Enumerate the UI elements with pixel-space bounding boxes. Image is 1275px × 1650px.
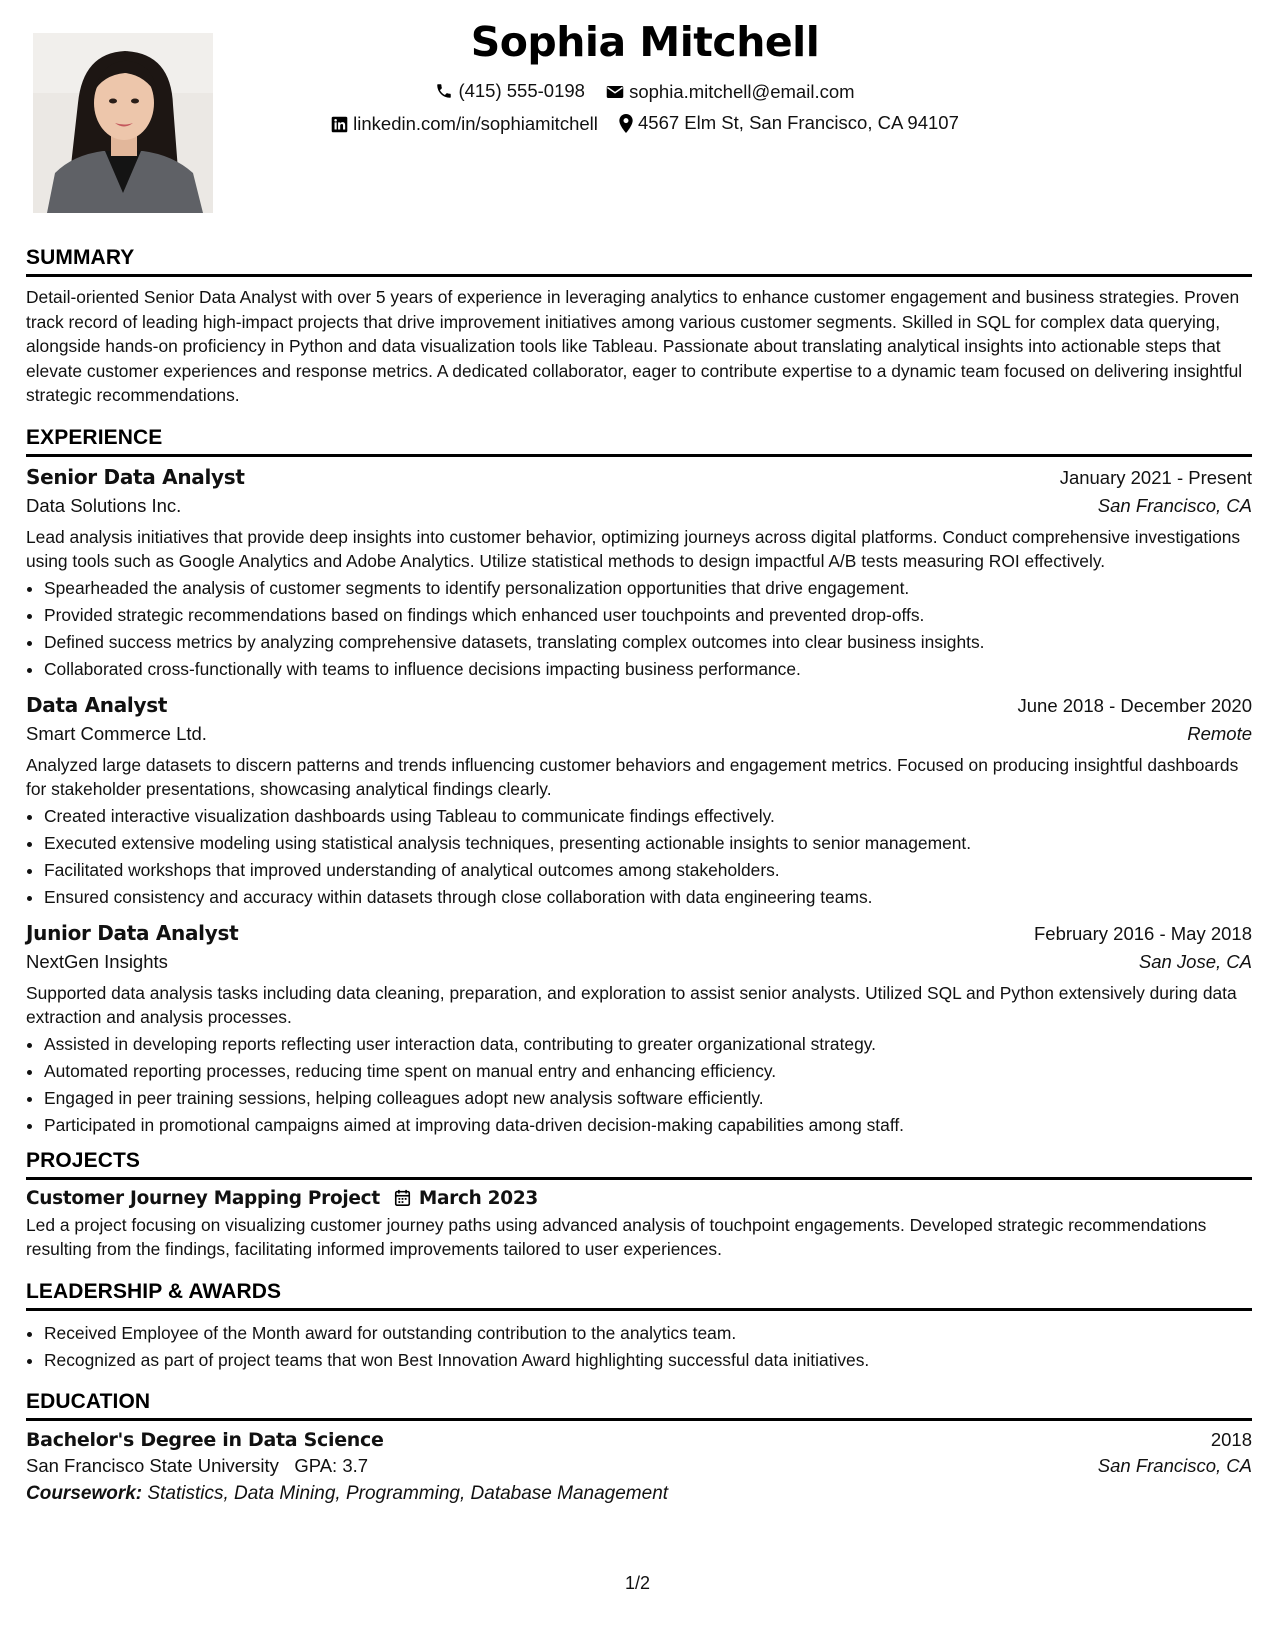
job-entry (26, 921, 1252, 1137)
leadership-bullet: • Received Employee of the Month award for outstanding contribution to the analytics team. (44, 1321, 1252, 1345)
job-title: Data Analyst (26, 692, 168, 717)
job-bullet: • Facilitated workshops that improved understanding of analytical outcomes among stakeholders. (44, 858, 1252, 882)
job-title: Senior Data Analyst (26, 464, 245, 489)
projects-section (26, 1149, 1252, 1262)
job-location: Remote (1187, 722, 1252, 744)
job-bullet: • Ensured consistency and accuracy within datasets through close collaboration with data engineering teams. (44, 885, 1252, 909)
job-bullets (26, 804, 1252, 909)
section-title-projects: PROJECTS (26, 1149, 1252, 1180)
job-bullet: • Engaged in peer training sessions, helping colleagues adopt new analysis software efficiently. (44, 1086, 1252, 1110)
school-location: San Francisco, CA (1097, 1454, 1252, 1476)
section-title-summary: SUMMARY (26, 246, 1252, 277)
map-pin-icon (619, 114, 633, 133)
email-contact[interactable] (606, 81, 854, 103)
job-bullet: • Defined success metrics by analyzing comprehensive datasets, translating complex outcomes into clear business insights. (44, 630, 1252, 654)
summary-section (26, 246, 1252, 408)
linkedin-icon (331, 116, 348, 133)
calendar-icon (394, 1189, 411, 1207)
coursework-label: Coursework: (26, 1482, 143, 1504)
school-name: San Francisco State University (26, 1454, 279, 1476)
job-entry (26, 465, 1252, 681)
degree-name: Bachelor's Degree in Data Science (26, 1428, 384, 1451)
address-contact (619, 112, 959, 134)
gpa: GPA: 3.7 (294, 1454, 369, 1476)
job-company: Smart Commerce Ltd. (26, 722, 207, 744)
job-bullet: • Executed extensive modeling using statistical analysis techniques, presenting actionable insights to senior management. (44, 831, 1252, 855)
leadership-bullets (26, 1321, 1252, 1372)
page-number: 1/2 (624, 1573, 651, 1593)
contact-line-1 (0, 80, 1275, 105)
experience-section (26, 426, 1252, 1137)
job-description: Lead analysis initiatives that provide deep insights into customer behavior, optimizing journeys across digital platforms. Conduct comprehensive investigations using tools such as Google Analytics and Adobe Analytics. Utilize statistical methods to design impactful A/B tests measuring ROI effectively. (26, 526, 1241, 571)
job-bullet: • Assisted in developing reports reflecting user interaction data, contributing to greater organizational strategy. (44, 1032, 1252, 1056)
address-text: 4567 Elm St, San Francisco, CA 94107 (638, 112, 959, 133)
project-header (26, 1188, 1252, 1209)
job-company: Data Solutions Inc. (26, 494, 182, 516)
job-company: NextGen Insights (26, 950, 168, 972)
leadership-bullet: • Recognized as part of project teams that won Best Innovation Award highlighting successful data initiatives. (44, 1348, 1252, 1372)
job-description: Supported data analysis tasks including data cleaning, preparation, and exploration to assist senior analysts. Utilized SQL and Python extensively during data extraction and analysis processes. (26, 982, 1237, 1027)
coursework (26, 1483, 1252, 1505)
project-description: Led a project focusing on visualizing customer journey paths using advanced analysis of touchpoint engagements. Developed strategic recommendations resulting from the findings, facilitating informed improvements tailored to user experiences. (26, 1214, 1207, 1259)
job-bullet: • Automated reporting processes, reducing time spent on manual entry and enhancing efficiency. (44, 1059, 1252, 1083)
phone-icon (435, 82, 453, 100)
job-bullet: • Collaborated cross-functionally with teams to influence decisions impacting business performance. (44, 657, 1252, 681)
job-bullet: • Participated in promotional campaigns aimed at improving data-driven decision-making capabilities among staff. (44, 1113, 1252, 1137)
job-entry (26, 693, 1252, 909)
job-date: January 2021 - Present (1059, 466, 1252, 488)
summary-text: Detail-oriented Senior Data Analyst with over 5 years of experience in leveraging analytics to enhance customer engagement and business strategies. Proven track record of leading high-impact projects that drive improvement initiatives among various customer segments. Skilled in SQL for complex data querying, alongside hands-on proficiency in Python and data visualization tools like Tableau. Passionate about translating analytical insights into actionable steps that elevate customer experiences and response metrics. A dedicated collaborator, eager to contribute expertise to a dynamic team focused on delivering insightful strategic recommendations. (26, 287, 1243, 405)
section-title-experience: EXPERIENCE (26, 426, 1252, 457)
job-bullet: • Created interactive visualization dashboards using Tableau to communicate findings effectively. (44, 804, 1252, 828)
project-name: Customer Journey Mapping Project (26, 1187, 380, 1209)
coursework-list: Statistics, Data Mining, Programming, Database Management (147, 1482, 669, 1504)
job-location: San Jose, CA (1138, 950, 1252, 972)
graduation-year: 2018 (1210, 1428, 1252, 1450)
job-date: February 2016 - May 2018 (1033, 922, 1252, 944)
job-title: Junior Data Analyst (26, 920, 239, 945)
leadership-section (26, 1280, 1252, 1372)
phone-number: (415) 555-0198 (458, 80, 585, 101)
job-bullets (26, 576, 1252, 681)
email-address: sophia.mitchell@email.com (629, 81, 855, 102)
resume-content (26, 246, 1252, 1523)
contact-line-2 (0, 112, 1275, 138)
job-bullets (26, 1032, 1252, 1137)
envelope-icon (606, 84, 624, 100)
section-title-education: EDUCATION (26, 1390, 1252, 1421)
job-bullet: • Provided strategic recommendations based on findings which enhanced user touchpoints and prevented drop-offs. (44, 603, 1252, 627)
linkedin-contact[interactable] (331, 113, 598, 135)
job-date: June 2018 - December 2020 (1017, 694, 1252, 716)
job-bullet: • Spearheaded the analysis of customer segments to identify personalization opportunities that drive engagement. (44, 576, 1252, 600)
job-description: Analyzed large datasets to discern patterns and trends influencing customer behaviors and engagement metrics. Focused on producing insightful dashboards for stakeholder presentations, showcasing analytical findings clearly. (26, 754, 1239, 799)
candidate-name: Sophia Mitchell (470, 18, 820, 66)
section-title-leadership: LEADERSHIP & AWARDS (26, 1280, 1252, 1311)
education-section (26, 1390, 1252, 1505)
linkedin-url: linkedin.com/in/sophiamitchell (353, 113, 598, 134)
phone-contact[interactable] (435, 80, 585, 102)
job-location: San Francisco, CA (1097, 494, 1252, 516)
project-date: March 2023 (418, 1187, 538, 1209)
